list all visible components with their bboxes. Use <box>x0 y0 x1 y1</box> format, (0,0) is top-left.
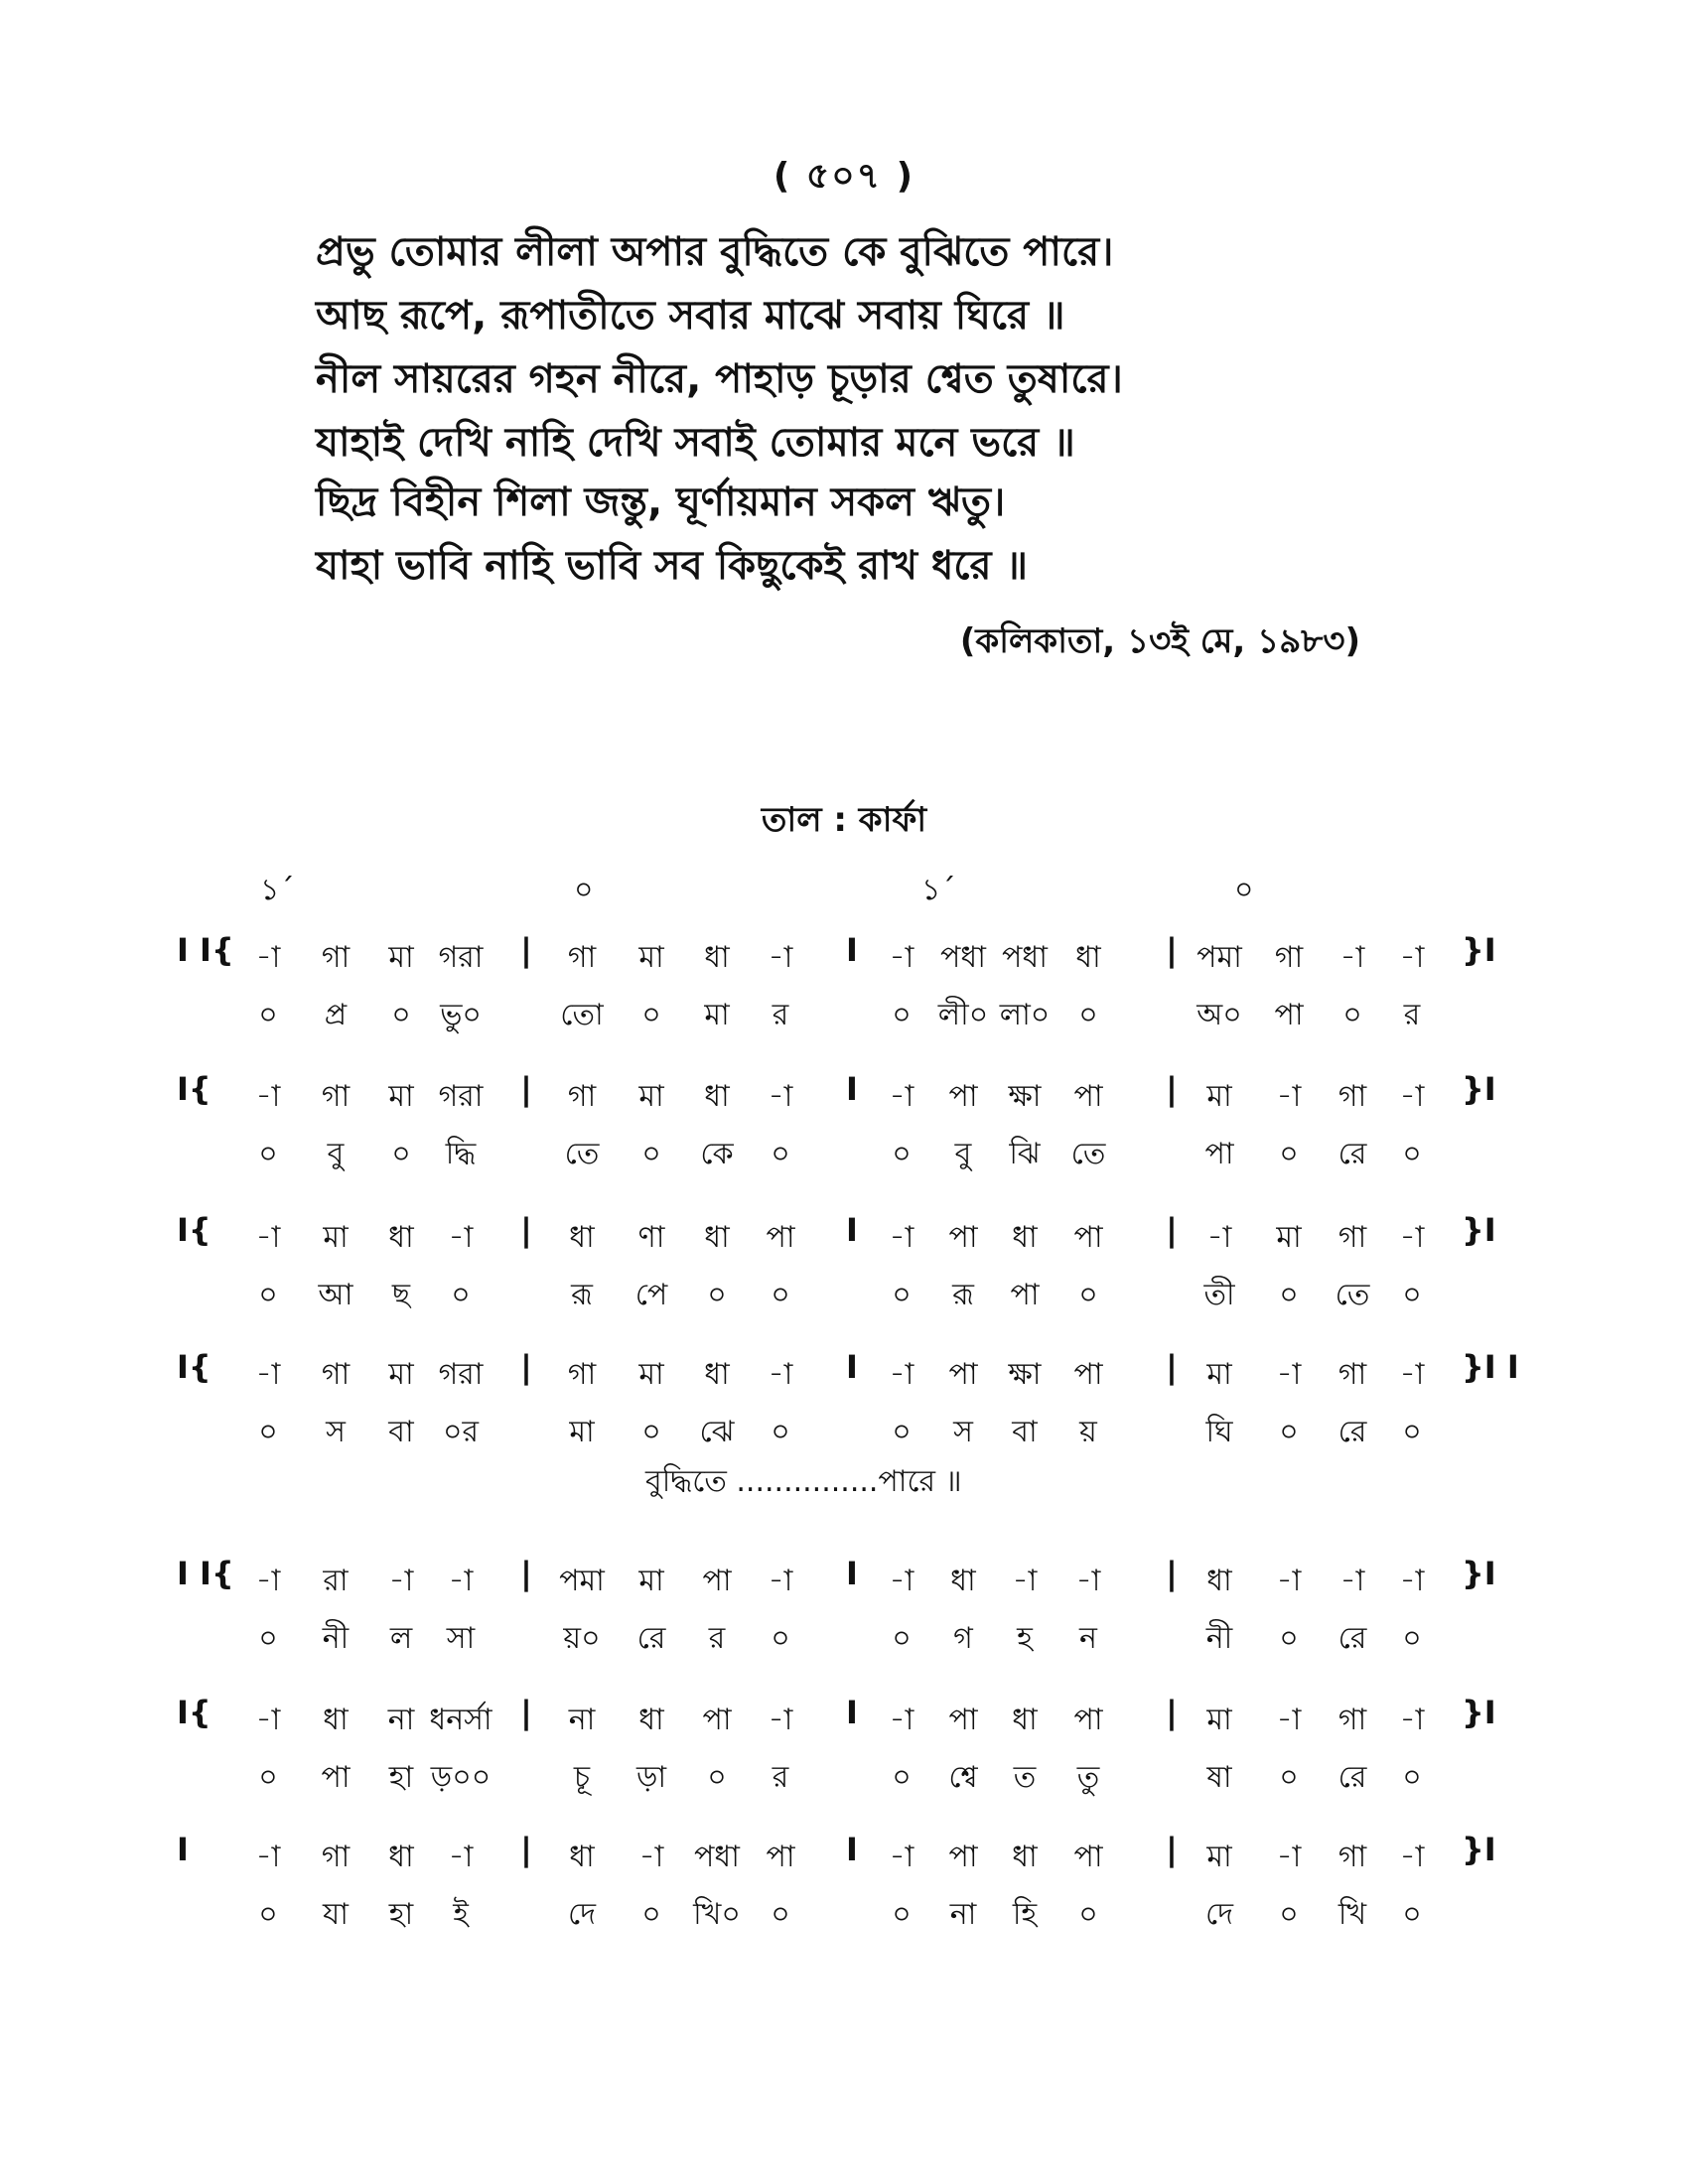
swara-note: -া <box>768 1703 793 1737</box>
swara-note: গা <box>1337 1079 1367 1114</box>
swara-note: -া <box>255 940 281 975</box>
swara-note: পা <box>1073 1703 1103 1737</box>
lyric-syllable: ০ <box>1402 1621 1422 1656</box>
swara-note: -া <box>889 1840 914 1874</box>
lyric-syllable: বা <box>388 1415 414 1449</box>
swara-note: -া <box>1399 1564 1425 1598</box>
lyric-syllable: আ <box>318 1278 353 1312</box>
lyric-syllable: ০ <box>258 1897 278 1932</box>
swara-note: -া <box>1206 1220 1232 1255</box>
swara-note: পমা <box>559 1564 605 1598</box>
swara-note: মা <box>638 1564 664 1598</box>
lyric-syllable: দ্ধি <box>445 1137 477 1171</box>
swara-note: মা <box>1206 1079 1232 1114</box>
swara-note: গা <box>321 940 351 975</box>
lyric-syllable: ০ <box>892 1897 912 1932</box>
lyric-syllable: ০ <box>771 1137 790 1171</box>
swara-note: পা <box>1073 1079 1103 1114</box>
swara-note: পা <box>948 1079 978 1114</box>
swara-note: -া <box>1399 1220 1425 1255</box>
swara-note: ধা <box>638 1703 664 1737</box>
swara-note: রা <box>323 1564 349 1598</box>
lyric-syllable: পা <box>1010 1278 1040 1312</box>
verse-line: যাহা ভাবি নাহি ভাবি সব কিছুকেই রাখ ধরে ॥ <box>316 543 1029 589</box>
lyric-syllable: ০ <box>707 1760 727 1795</box>
bar-line: | <box>520 1555 532 1592</box>
lyric-syllable: তে <box>1070 1137 1106 1171</box>
swara-note: ধা <box>569 1840 595 1874</box>
lyric-syllable: নী <box>1205 1621 1233 1656</box>
lyric-syllable: স <box>326 1415 346 1449</box>
swara-note: -া <box>1276 1703 1302 1737</box>
lyric-syllable: মা <box>704 998 730 1032</box>
lyric-syllable: ষা <box>1206 1760 1232 1795</box>
swara-note: ধা <box>569 1220 595 1255</box>
swara-note: মা <box>1206 1357 1232 1392</box>
swara-note: -া <box>1276 1564 1302 1598</box>
row-open-marker: I{ <box>177 1694 211 1731</box>
lyric-syllable: ০ <box>771 1897 790 1932</box>
lyric-syllable: ০ <box>258 998 278 1032</box>
swara-note: -া <box>1399 1703 1425 1737</box>
row-open-marker: I{ <box>177 1211 211 1249</box>
lyric-syllable: ০ <box>892 1621 912 1656</box>
swara-note: গা <box>1337 1840 1367 1874</box>
lyric-syllable: তে <box>1335 1278 1370 1312</box>
lyric-syllable: ০ <box>1279 1278 1299 1312</box>
lyric-syllable: ঝি <box>1009 1137 1041 1171</box>
lyric-syllable: র <box>708 1621 726 1656</box>
swara-note: ধা <box>704 940 730 975</box>
lyric-syllable: র <box>1403 998 1421 1032</box>
lyric-syllable: চূ <box>573 1760 591 1795</box>
swara-note: গরা <box>438 1079 484 1114</box>
beat-marker: ০ <box>1234 873 1254 907</box>
bar-line: | <box>1166 1348 1178 1386</box>
lyric-syllable: রে <box>1337 1621 1367 1656</box>
verse-stanza-1 <box>316 220 1458 475</box>
swara-note: গা <box>1337 1357 1367 1392</box>
swara-note: মা <box>638 1079 664 1114</box>
lyric-syllable: ০ <box>258 1621 278 1656</box>
swara-note: ণা <box>637 1220 665 1255</box>
row-close-marker: }I <box>1462 1555 1496 1592</box>
swara-note: পা <box>766 1220 795 1255</box>
lyric-syllable: ০ <box>1279 1760 1299 1795</box>
swara-note: গরা <box>438 1357 484 1392</box>
swara-note: ক্ষা <box>1008 1357 1042 1392</box>
swara-note: -া <box>1276 1079 1302 1114</box>
bar-line: | <box>1166 1211 1178 1249</box>
lyric-syllable: রে <box>636 1621 666 1656</box>
swara-note: ধা <box>1012 1703 1038 1737</box>
lyric-syllable: ০ <box>1402 1760 1422 1795</box>
bar-line: I <box>846 1211 858 1249</box>
bar-line: | <box>520 1070 532 1108</box>
lyric-syllable: ০ <box>258 1278 278 1312</box>
lyric-syllable: ০ <box>451 1278 471 1312</box>
lyric-syllable: য় <box>1079 1415 1097 1449</box>
lyric-syllable: লী০ <box>937 998 989 1032</box>
swara-note: -া <box>1276 1357 1302 1392</box>
swara-note: পা <box>948 1840 978 1874</box>
lyric-syllable: তো <box>560 998 604 1032</box>
lyric-syllable: ০ <box>1279 1415 1299 1449</box>
lyric-syllable: সা <box>446 1621 476 1656</box>
swara-note: -া <box>1075 1564 1101 1598</box>
lyric-syllable: ০ <box>1078 1278 1098 1312</box>
bar-line: | <box>520 1831 532 1868</box>
swara-note: -া <box>1339 940 1365 975</box>
swara-note: পা <box>766 1840 795 1874</box>
lyric-syllable: ০ <box>892 1278 912 1312</box>
lyric-syllable: ০ <box>1402 1415 1422 1449</box>
swara-note: -া <box>1399 940 1425 975</box>
swara-note: গা <box>321 1840 351 1874</box>
lyric-syllable: গ <box>953 1621 973 1656</box>
lyric-syllable: বা <box>1012 1415 1038 1449</box>
lyric-syllable: ড়০০ <box>430 1760 492 1795</box>
bar-line: I <box>846 1070 858 1108</box>
lyric-syllable: র <box>772 1760 789 1795</box>
swara-note: -া <box>1276 1840 1302 1874</box>
bar-line: | <box>520 1211 532 1249</box>
beat-marker: ০ <box>574 873 594 907</box>
swara-note: গা <box>567 1079 597 1114</box>
lyric-syllable: রূ <box>571 1278 593 1312</box>
lyric-syllable: ০ <box>892 1760 912 1795</box>
lyric-syllable: পে <box>634 1278 668 1312</box>
swara-note: -া <box>255 1079 281 1114</box>
swara-note: গা <box>1337 1220 1367 1255</box>
swara-note: পা <box>1073 1357 1103 1392</box>
swara-note: মা <box>388 1357 414 1392</box>
swara-note: পমা <box>1196 940 1242 975</box>
lyric-syllable: ০ <box>1279 1137 1299 1171</box>
lyric-syllable: ড়া <box>635 1760 667 1795</box>
swara-note: -া <box>388 1564 414 1598</box>
lyric-syllable: ০ <box>258 1415 278 1449</box>
lyric-syllable: বু <box>954 1137 972 1171</box>
swara-note: মা <box>1206 1703 1232 1737</box>
row-close-marker: }I <box>1462 1211 1496 1249</box>
swara-note: -া <box>768 940 793 975</box>
swara-note: না <box>568 1703 596 1737</box>
lyric-syllable: শ্বে <box>948 1760 978 1795</box>
page-number: ( ৫০৭ ) <box>773 156 915 197</box>
lyric-syllable: নী <box>322 1621 350 1656</box>
swara-note: ক্ষা <box>1008 1079 1042 1114</box>
row-close-marker: }I <box>1462 1070 1496 1108</box>
swara-note: ধা <box>704 1357 730 1392</box>
lyric-syllable: ০ <box>1402 1137 1422 1171</box>
lyric-syllable: ল <box>389 1621 413 1656</box>
lyric-syllable: রে <box>1337 1137 1367 1171</box>
lyric-syllable: লা০ <box>999 998 1051 1032</box>
swara-note: ধনর্সা <box>429 1703 492 1737</box>
swara-note: -া <box>255 1840 281 1874</box>
swara-note: পা <box>1073 1840 1103 1874</box>
swara-note: পা <box>948 1703 978 1737</box>
swara-note: মা <box>638 1357 664 1392</box>
swara-note: মা <box>638 940 664 975</box>
swara-note: মা <box>388 940 414 975</box>
swara-note: ধা <box>704 1220 730 1255</box>
lyric-syllable: ঝে <box>699 1415 735 1449</box>
bar-line: | <box>520 1348 532 1386</box>
swara-note: ধা <box>950 1564 976 1598</box>
lyric-syllable: রূ <box>952 1278 974 1312</box>
lyric-syllable: হা <box>388 1897 414 1932</box>
row-close-marker: }I <box>1462 931 1496 969</box>
swara-note: -া <box>768 1357 793 1392</box>
lyric-syllable: খি০ <box>693 1897 741 1932</box>
lyric-syllable: ০ <box>1078 1897 1098 1932</box>
swara-note: ধা <box>1206 1564 1232 1598</box>
lyric-syllable: ০ <box>258 1137 278 1171</box>
lyric-syllable: ০ <box>771 1278 790 1312</box>
verse-line: যাহাই দেখি নাহি দেখি সবাই তোমার মনে ভরে ॥ <box>316 420 1075 466</box>
swara-note: মা <box>323 1220 349 1255</box>
swara-note: ধা <box>1075 940 1101 975</box>
swara-note: -া <box>1339 1564 1365 1598</box>
bar-line: | <box>1166 1831 1178 1868</box>
row-open-marker: I I{ <box>177 1555 234 1592</box>
lyric-syllable: হ <box>1017 1621 1033 1656</box>
verse-line: আছ রূপে, রূপাতীতে সবার মাঝে সবায় ঘিরে ॥ <box>316 293 1065 339</box>
row-close-marker: }I I <box>1462 1348 1519 1386</box>
lyric-syllable: তী <box>1203 1278 1235 1312</box>
swara-note: -া <box>889 1703 914 1737</box>
swara-note: পা <box>948 1220 978 1255</box>
swara-note: গা <box>1274 940 1304 975</box>
lyric-syllable: যা <box>323 1897 349 1932</box>
verse-line: প্রভু তোমার লীলা অপার বুদ্ধিতে কে বুঝিতে পারে। <box>316 229 1114 275</box>
swara-note: -া <box>1399 1840 1425 1874</box>
lyric-syllable: ঘি <box>1205 1415 1233 1449</box>
lyric-syllable: ভু০ <box>440 998 482 1032</box>
lyric-syllable: ০ <box>1279 1897 1299 1932</box>
row-open-marker: I{ <box>177 1348 211 1386</box>
lyric-syllable: য়০ <box>563 1621 601 1656</box>
lyric-syllable: খি <box>1337 1897 1367 1932</box>
lyric-syllable: পা <box>1274 998 1304 1032</box>
swara-note: -া <box>889 940 914 975</box>
swara-note: না <box>387 1703 415 1737</box>
lyric-syllable: তু <box>1076 1760 1100 1795</box>
verse-stanza-2 <box>316 471 1458 598</box>
swara-note: মা <box>388 1079 414 1114</box>
refrain-note: বুদ্ধিতে ...............পারে ॥ <box>645 1464 962 1499</box>
lyric-syllable: অ০ <box>1196 998 1242 1032</box>
swara-note: -া <box>889 1564 914 1598</box>
lyric-syllable: হি <box>1012 1897 1038 1932</box>
lyric-syllable: পা <box>321 1760 351 1795</box>
lyric-syllable: ০ <box>771 1415 790 1449</box>
lyric-syllable: ০ <box>892 1137 912 1171</box>
lyric-syllable: কে <box>700 1137 734 1171</box>
bar-line: I <box>846 1831 858 1868</box>
lyric-syllable: ০ <box>707 1278 727 1312</box>
swara-note: পা <box>1073 1220 1103 1255</box>
lyric-syllable: দে <box>568 1897 596 1932</box>
swara-note: -া <box>448 1564 474 1598</box>
swara-note: গা <box>321 1357 351 1392</box>
lyric-syllable: ০ <box>892 1415 912 1449</box>
bar-line: I <box>846 931 858 969</box>
lyric-syllable: ছ <box>391 1278 411 1312</box>
swara-note: ধা <box>1012 1220 1038 1255</box>
verse-line: নীল সায়রের গহন নীরে, পাহাড় চূড়ার শ্বেত তুষারে। <box>316 356 1123 402</box>
lyric-syllable: রে <box>1337 1760 1367 1795</box>
swara-note: -া <box>889 1079 914 1114</box>
swara-note: গা <box>567 940 597 975</box>
lyric-syllable: ০ <box>892 998 912 1032</box>
bar-line: | <box>520 1694 532 1731</box>
row-close-marker: }I <box>1462 1831 1496 1868</box>
lyric-syllable: ০ <box>1342 998 1362 1032</box>
swara-note: -া <box>889 1220 914 1255</box>
swara-note: ধা <box>704 1079 730 1114</box>
swara-note: ধা <box>1012 1840 1038 1874</box>
bar-line: I <box>846 1694 858 1731</box>
bar-line: | <box>1166 1070 1178 1108</box>
lyric-syllable: ০ <box>391 998 411 1032</box>
lyric-syllable: না <box>949 1897 977 1932</box>
lyric-syllable: ০ <box>1279 1621 1299 1656</box>
lyric-syllable: পা <box>1204 1137 1234 1171</box>
swara-note: -া <box>1012 1564 1038 1598</box>
row-open-marker: I <box>177 1831 189 1868</box>
swara-note: -া <box>255 1703 281 1737</box>
bar-line: I <box>846 1348 858 1386</box>
dateline: (কলিকাতা, ১৩ই মে, ১৯৮৩) <box>959 621 1360 661</box>
bar-line: I <box>846 1555 858 1592</box>
lyric-syllable: ন <box>1079 1621 1097 1656</box>
bar-line: | <box>1166 1694 1178 1731</box>
swara-note: ধা <box>388 1840 414 1874</box>
bar-line: | <box>1166 931 1178 969</box>
swara-note: পধা <box>694 1840 740 1874</box>
swara-note: -া <box>768 1564 793 1598</box>
lyric-syllable: তে <box>564 1137 600 1171</box>
swara-note: পধা <box>940 940 986 975</box>
swara-note: পা <box>948 1357 978 1392</box>
swara-note: গা <box>321 1079 351 1114</box>
swara-note: -া <box>255 1220 281 1255</box>
lyric-syllable: ০ <box>641 1897 661 1932</box>
lyric-syllable: প্র <box>324 998 348 1032</box>
swara-note: -া <box>255 1357 281 1392</box>
swara-note: মা <box>1206 1840 1232 1874</box>
swara-note: -া <box>448 1220 474 1255</box>
swara-note: ধা <box>323 1703 349 1737</box>
lyric-syllable: ০ <box>1402 1897 1422 1932</box>
swara-note: -া <box>1399 1079 1425 1114</box>
lyric-syllable: ০ <box>258 1760 278 1795</box>
lyric-syllable: ০ <box>391 1137 411 1171</box>
lyric-syllable: ০ <box>1402 1278 1422 1312</box>
lyric-syllable: রে <box>1337 1415 1367 1449</box>
lyric-syllable: ০ <box>771 1621 790 1656</box>
verse-line: ছিদ্র বিহীন শিলা জন্তু, ঘূর্ণায়মান সকল ঋতু। <box>316 479 1006 525</box>
lyric-syllable: ০ <box>641 1415 661 1449</box>
lyric-syllable: ০ <box>641 998 661 1032</box>
swara-note: -া <box>889 1357 914 1392</box>
swara-note: -া <box>638 1840 664 1874</box>
beat-markers <box>0 866 1688 909</box>
lyric-syllable: ০ <box>641 1137 661 1171</box>
swara-note: গা <box>1337 1703 1367 1737</box>
lyric-syllable: ই <box>453 1897 469 1932</box>
tala-heading: তাল : কার্ফা <box>761 800 927 840</box>
swara-note: গা <box>567 1357 597 1392</box>
lyric-syllable: হা <box>388 1760 414 1795</box>
lyric-syllable: ০র <box>442 1415 479 1449</box>
lyric-syllable: ০ <box>1078 998 1098 1032</box>
row-open-marker: I I{ <box>177 931 234 969</box>
swara-note: পধা <box>1002 940 1048 975</box>
lyric-syllable: বু <box>327 1137 345 1171</box>
beat-marker: ১´ <box>260 873 295 907</box>
bar-line: | <box>1166 1555 1178 1592</box>
swara-note: -া <box>768 1079 793 1114</box>
swara-note: মা <box>1276 1220 1302 1255</box>
lyric-syllable: র <box>772 998 789 1032</box>
row-open-marker: I{ <box>177 1070 211 1108</box>
bar-line: | <box>520 931 532 969</box>
lyric-syllable: ত <box>1013 1760 1037 1795</box>
swara-note: -া <box>448 1840 474 1874</box>
lyric-syllable: মা <box>569 1415 595 1449</box>
swara-note: -া <box>1399 1357 1425 1392</box>
swara-note: ধা <box>388 1220 414 1255</box>
lyric-syllable: স <box>953 1415 973 1449</box>
beat-marker: ১´ <box>921 873 956 907</box>
swara-note: -া <box>255 1564 281 1598</box>
swara-note: পা <box>702 1703 732 1737</box>
swara-note: গরা <box>438 940 484 975</box>
lyric-syllable: দে <box>1205 1897 1233 1932</box>
swara-note: পা <box>702 1564 732 1598</box>
row-close-marker: }I <box>1462 1694 1496 1731</box>
